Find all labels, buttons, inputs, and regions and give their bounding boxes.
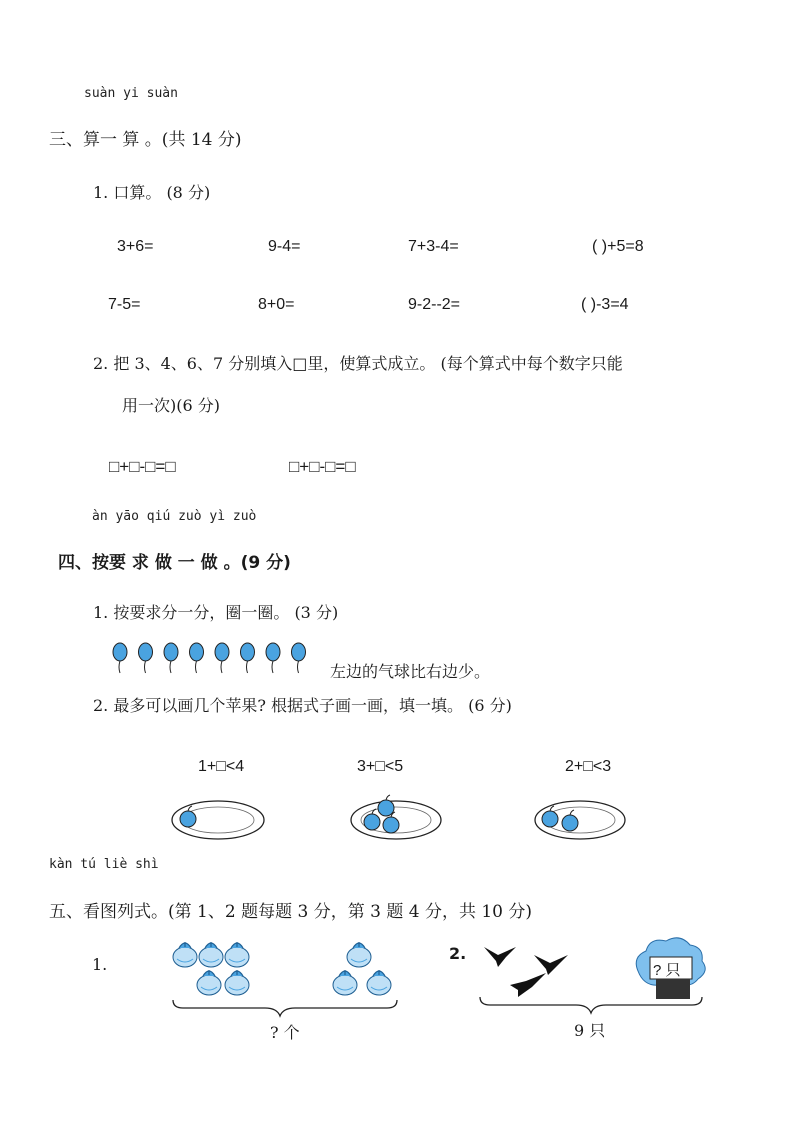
section5-pinyin: kàn tú liè shì — [49, 857, 159, 872]
q2-label: 2. 把 3、4、6、7 分别填入□里，使算式成立。 (每个算式中每个数字只能 — [93, 354, 623, 373]
balloon-icon — [266, 643, 280, 673]
s5-q2-number: 2. — [449, 944, 467, 963]
s5-q1-number: 1. — [92, 955, 108, 974]
balloon-caption: 左边的气球比右边少。 — [330, 662, 491, 681]
radish-icon — [199, 942, 223, 967]
balloon-icon — [190, 643, 204, 673]
balloon-row — [110, 640, 310, 680]
hidden-birds-label: ? 只 — [653, 962, 681, 979]
balloon-icon — [292, 643, 306, 673]
radish-icon — [197, 970, 221, 995]
radish-icon — [367, 970, 391, 995]
oral-calc-item: 8+0= — [258, 296, 295, 313]
s5-q1-total: ? 个 — [270, 1023, 300, 1042]
section4-pinyin: àn yāo qiú zuò yì zuò — [92, 509, 257, 524]
plate-2 — [350, 795, 450, 845]
oral-calc-item: 7+3-4= — [408, 238, 459, 255]
section3-title: 三、算一 算 。(共 14 分) — [49, 130, 242, 150]
swallow-icon — [534, 955, 568, 975]
oral-calc-item: 9-4= — [268, 238, 301, 255]
radish-icon — [225, 942, 249, 967]
oral-calc-item: 7-5= — [108, 296, 141, 313]
balloon-icon — [215, 643, 229, 673]
oral-calc-item: 9-2--2= — [408, 296, 461, 313]
balloon-icon — [164, 643, 178, 673]
plate-1 — [170, 795, 270, 845]
apple-icon — [378, 795, 394, 816]
swallow-icon — [484, 947, 516, 967]
balloon-icon — [113, 643, 127, 673]
s4-q2-label: 2. 最多可以画几个苹果? 根据式子画一画，填一填。 (6 分) — [93, 696, 512, 715]
section4-title: 四、按要 求 做 一 做 。(9 分) — [58, 553, 291, 573]
fill-formula: □+□-□=□ — [109, 457, 176, 476]
radish-icon — [333, 970, 357, 995]
swallow-icon — [510, 973, 546, 997]
plate-formula: 1+□<4 — [198, 758, 245, 775]
s4-q1-label: 1. 按要求分一分，圈一圈。 (3 分) — [93, 603, 339, 622]
plate-formula: 3+□<5 — [357, 758, 404, 775]
section5-title: 五、看图列式。(第 1、2 题每题 3 分，第 3 题 4 分，共 10 分) — [49, 902, 533, 922]
radish-icon — [173, 942, 197, 967]
oral-calc-item: ( )-3=4 — [581, 296, 629, 313]
radish-picture — [165, 935, 405, 1015]
balloon-icon — [241, 643, 255, 673]
plate-3 — [533, 795, 633, 845]
section3-pinyin: suàn yi suàn — [84, 86, 178, 101]
fill-formula: □+□-□=□ — [289, 457, 356, 476]
plate-formula: 2+□<3 — [565, 758, 612, 775]
balloon-icon — [139, 643, 153, 673]
radish-icon — [347, 942, 371, 967]
q2-label-cont: 用一次)(6 分) — [122, 396, 220, 415]
radish-icon — [225, 970, 249, 995]
q1-label: 1. 口算。 (8 分) — [93, 183, 211, 202]
oral-calc-item: 3+6= — [117, 238, 154, 255]
oral-calc-item: ( )+5=8 — [592, 238, 644, 255]
s5-q2-total: 9 只 — [574, 1021, 606, 1040]
